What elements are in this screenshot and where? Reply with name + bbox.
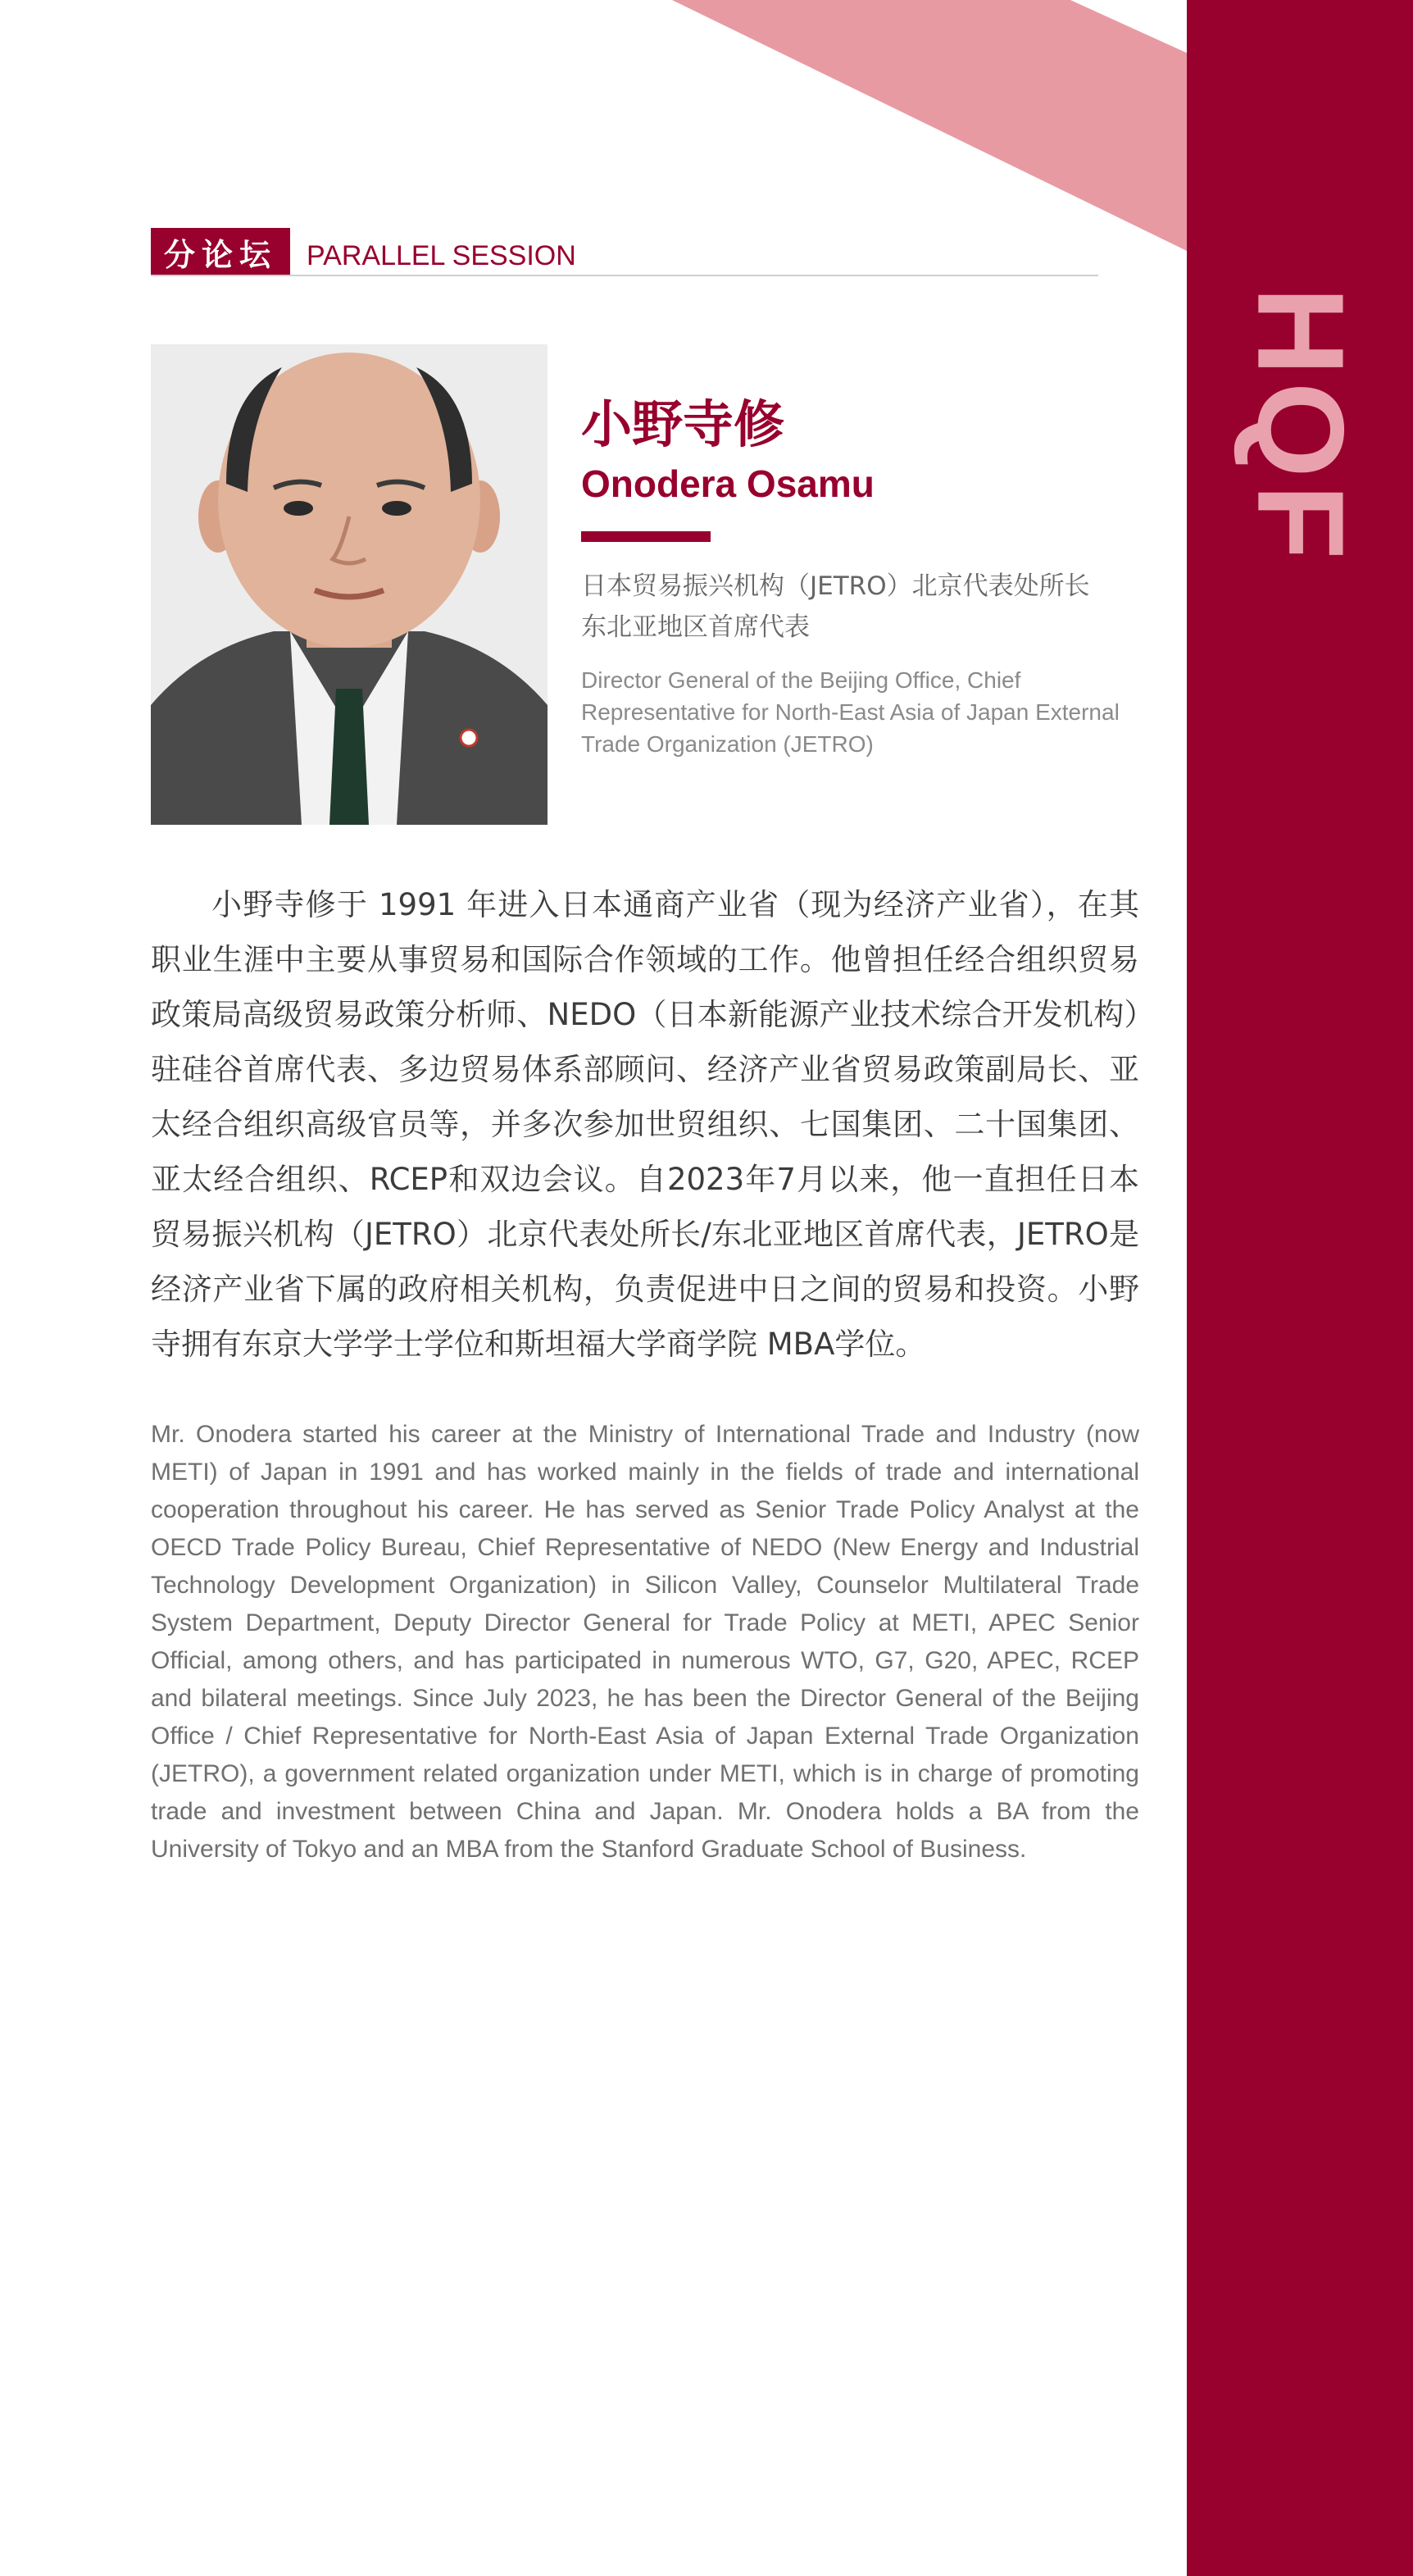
- speaker-title-cn-line1: 日本贸易振兴机构（JETRO）北京代表处所长: [581, 571, 1090, 601]
- speaker-portrait: [151, 344, 547, 825]
- speaker-title-cn-line2: 东北亚地区首席代表: [581, 612, 810, 642]
- speaker-title-en: Director General of the Beijing Office, Chief Representative for North-East Asia of Japan External Trade Organization (JETRO): [581, 667, 1120, 757]
- portrait-illustration: [151, 344, 547, 825]
- name-underline: [581, 531, 711, 542]
- session-tag: 分论坛: [151, 228, 290, 275]
- speaker-name-cn: 小野寺修: [581, 394, 785, 454]
- hqf-logo-text: HQF: [1232, 286, 1370, 567]
- hqf-logo: [1198, 286, 1403, 567]
- bio-cn-paragraph: 小野寺修于 1991 年进入日本通商产业省（现为经济产业省），在其职业生涯中主要从事贸易和国际合作领域的工作。他曾担任经合组织贸易政策局高级贸易政策分析师、NEDO（日本新能源产业技术综合开发机构）驻硅谷首席代表、多边贸易体系部顾问、经济产业省贸易政策副局长、亚太经合组织高级官员等，并多次参加世贸组织、七国集团、二十国集团、亚太经合组织、RCEP和双边会议。自2023年7月以来，他一直担任日本贸易振兴机构（JETRO）北京代表处所长/东北亚地区首席代表，JETRO是经济产业省下属的政府相关机构，负责促进中日之间的贸易和投资。小野寺拥有东京大学学士学位和斯坦福大学商学院 MBA学位。: [151, 887, 1139, 1362]
- speaker-name-en: Onodera Osamu: [581, 462, 875, 505]
- bio-en-paragraph: Mr. Onodera started his career at the Ministry of International Trade and Industry (now METI) of Japan in 1991 and has worked mainly in the fields of trade and international cooperation throughout his career. He has served as Senior Trade Policy Analyst at the OECD Trade Policy Bureau, Chief Representative of NEDO (New Energy and Industrial Technology Development Organization) in Silicon Valley, Counselor Multilateral Trade System Department, Deputy Director General for Trade Policy at METI, APEC Senior Official, among others, and has participated in numerous WTO, G7, G20, APEC, RCEP and bilateral meetings. Since July 2023, he has been the Director General of the Beijing Office / Chief Representative for North-East Asia of Japan External Trade Organization (JETRO), a government related organization under METI, which is in charge of promoting trade and investment between China and Japan. Mr. Onodera holds a BA from the University of Tokyo and an MBA from the Stanford Graduate School of Business.: [151, 1421, 1139, 1863]
- header-divider: [151, 275, 1098, 276]
- speaker-title-cn: [581, 566, 1138, 648]
- session-title-en: PARALLEL SESSION: [307, 240, 576, 271]
